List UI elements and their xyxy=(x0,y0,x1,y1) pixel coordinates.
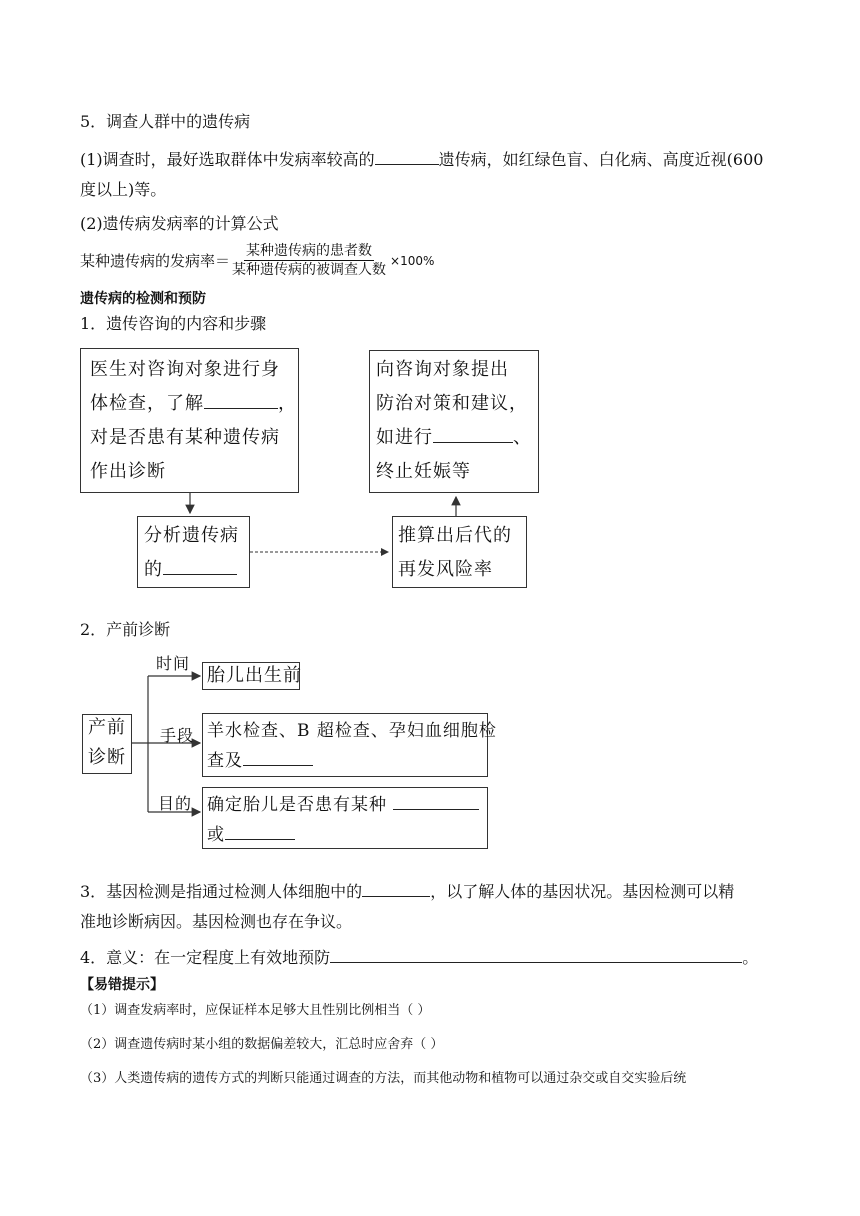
section5-title: 5．调查人群中的遗传病 xyxy=(80,112,251,131)
flow-box1-line2: 体检查，了解 ， xyxy=(90,388,297,420)
flow-box3-line2: 再发风险率 xyxy=(398,559,493,580)
prenatal-purpose-line1: 确定胎儿是否患有某种 xyxy=(207,790,479,820)
part3-line2: 准地诊断病因。基因检测也存在争议。 xyxy=(80,912,353,931)
flow-box2-line1: 分析遗传病 xyxy=(144,525,239,546)
formula-denominator: 某种遗传病的被调查人数 xyxy=(232,262,387,278)
section5-item1-line1: (1)调查时，最好选取群体中发病率较高的 遗传病，如红绿色盲、白化病、高度近视(600 xyxy=(80,150,764,169)
prenatal-root-line2: 诊断 xyxy=(88,747,126,768)
section5-item1-line2: 度以上)等。 xyxy=(80,180,167,199)
part3-line1: 3．基因检测是指通过检测人体细胞中的 ，以了解人体的基因状况。基因检测可以精 xyxy=(80,882,735,901)
label-time: 时间 xyxy=(156,654,191,673)
part4-line: 4．意义：在一定程度上有效地预防 。 xyxy=(80,948,759,967)
prenatal-purpose-line2: 或 xyxy=(207,820,295,850)
part2-title: 2．产前诊断 xyxy=(80,620,171,639)
blank[interactable] xyxy=(393,792,479,810)
tip-item-2: （2）调查遗传病时某小组的数据偏差较大，汇总时应舍弃（ ） xyxy=(80,1037,444,1052)
section-heading: 遗传病的检测和预防 xyxy=(80,291,206,307)
tips-title: 【易错提示】 xyxy=(80,977,164,993)
flow-box4-line4: 终止妊娠等 xyxy=(376,461,471,482)
prenatal-time-text: 胎儿出生前 xyxy=(207,665,302,686)
flow-box1-line3: 对是否患有某种遗传病 xyxy=(90,427,280,448)
tip-item-1: （1）调查发病率时，应保证样本足够大且性别比例相当（ ） xyxy=(80,1003,431,1018)
blank[interactable] xyxy=(243,748,313,766)
flow-box4-line1: 向咨询对象提出 xyxy=(376,359,509,380)
label-means: 手段 xyxy=(160,726,195,745)
flow-box1-line4: 作出诊断 xyxy=(90,461,166,482)
blank[interactable] xyxy=(330,946,742,963)
prenatal-means-line2: 查及 xyxy=(207,746,313,776)
formula-lhs: 某种遗传病的发病率＝ xyxy=(80,252,231,270)
flow-box2-line2: 的 xyxy=(144,554,237,586)
prenatal-means-line1: 羊水检查、B 超检查、孕妇血细胞检 xyxy=(207,721,497,741)
blank[interactable] xyxy=(362,880,430,897)
blank[interactable] xyxy=(225,822,295,840)
flow-box1-line1: 医生对咨询对象进行身 xyxy=(90,359,280,380)
section5-item2: (2)遗传病发病率的计算公式 xyxy=(80,214,279,233)
flow-box4-line2: 防治对策和建议， xyxy=(376,393,528,414)
flow-box3-line1: 推算出后代的 xyxy=(398,525,512,546)
formula-numerator: 某种遗传病的患者数 xyxy=(246,243,373,259)
prenatal-root-line1: 产前 xyxy=(88,717,126,738)
flow-box4-line3: 如进行 、 xyxy=(376,422,532,454)
formula-multiplier: ×100% xyxy=(390,253,435,268)
part1-title: 1．遗传咨询的内容和步骤 xyxy=(80,314,267,333)
label-purpose: 目的 xyxy=(158,794,193,813)
tip-item-3: （3）人类遗传病的遗传方式的判断只能通过调查的方法，而其他动物和植物可以通过杂交或自交实验后统 xyxy=(80,1071,687,1086)
